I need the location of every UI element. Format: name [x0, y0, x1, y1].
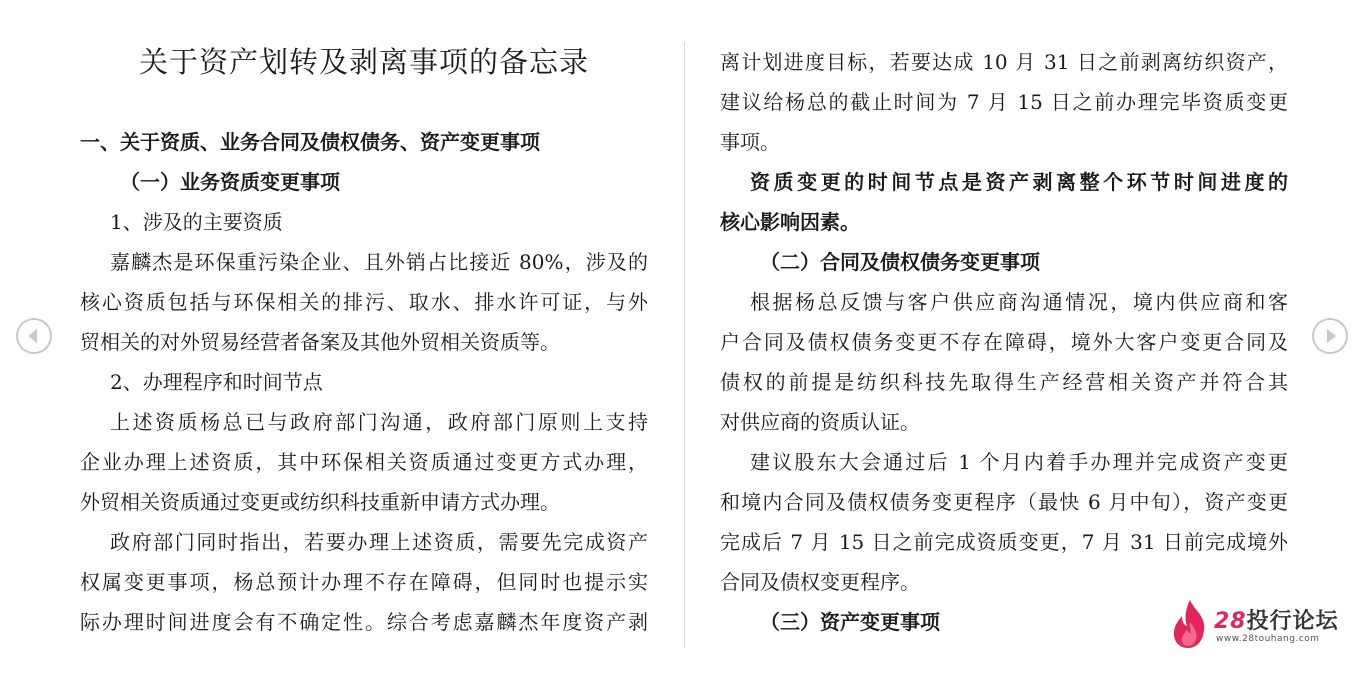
paragraph-line: 建议股东大会通过后 1 个月内着手办理并完成资产变更: [750, 450, 1288, 474]
document-title: 关于资产划转及剥离事项的备忘录: [138, 45, 589, 79]
emphasis-line: 资质变更的时间节点是资产剥离整个环节时间进度的: [750, 170, 1288, 194]
paragraph-line: 上述资质杨总已与政府部门沟通，政府部门原则上支持: [110, 410, 648, 434]
paragraph-line: 际办理时间进度会有不确定性。综合考虑嘉麟杰年度资产剥: [80, 610, 648, 634]
triangle-left-icon: [18, 320, 50, 352]
subsection-heading: （一）业务资质变更事项: [120, 170, 340, 194]
next-page-button[interactable]: [1312, 318, 1348, 354]
item-heading: 1、涉及的主要资质: [110, 210, 283, 234]
paragraph-line: 外贸相关资质通过变更或纺织科技重新申请方式办理。: [80, 490, 560, 514]
paragraph-line: 企业办理上述资质，其中环保相关资质通过变更方式办理，: [80, 450, 648, 474]
paragraph-line: 事项。: [720, 130, 780, 154]
paragraph-line: 离计划进度目标，若要达成 10 月 31 日之前剥离纺织资产，: [720, 50, 1288, 74]
flame-icon: [1170, 598, 1210, 650]
paragraph-line: 和境内合同及债权债务变更程序（最快 6 月中旬），资产变更: [720, 490, 1288, 514]
logo-number: 28: [1214, 609, 1247, 634]
logo-text: [1214, 604, 1339, 635]
paragraph-line: 政府部门同时指出，若要办理上述资质，需要先完成资产: [110, 530, 648, 554]
previous-page-button[interactable]: [16, 318, 52, 354]
paragraph-line: 完成后 7 月 15 日之前完成资质变更，7 月 31 日前完成境外: [720, 530, 1288, 554]
paragraph-line: 权属变更事项，杨总预计办理不存在障碍，但同时也提示实: [80, 570, 648, 594]
paragraph-line: 嘉麟杰是环保重污染企业、且外销占比接近 80%，涉及的: [110, 250, 648, 274]
paragraph-line: 贸相关的对外贸易经营者备案及其他外贸相关资质等。: [80, 330, 560, 354]
paragraph-line: 户合同及债权债务变更不存在障碍，境外大客户变更合同及: [720, 330, 1288, 354]
page-divider: [684, 42, 685, 648]
paragraph-line: 根据杨总反馈与客户供应商沟通情况，境内供应商和客: [750, 290, 1288, 314]
subsection-heading: （三）资产变更事项: [760, 610, 940, 634]
paragraph-line: 合同及债权变更程序。: [720, 570, 920, 594]
emphasis-line: 核心影响因素。: [720, 210, 860, 234]
site-logo[interactable]: [1170, 598, 1360, 650]
section-heading: 一、关于资质、业务合同及债权债务、资产变更事项: [80, 130, 540, 154]
item-heading: 2、办理程序和时间节点: [110, 370, 323, 394]
paragraph-line: 建议给杨总的截止时间为 7 月 15 日之前办理完毕资质变更: [720, 90, 1288, 114]
triangle-right-icon: [1314, 320, 1346, 352]
subsection-heading: （二）合同及债权债务变更事项: [760, 250, 1040, 274]
paragraph-line: 债权的前提是纺织科技先取得生产经营相关资产并符合其: [720, 370, 1288, 394]
paragraph-line: 核心资质包括与环保相关的排污、取水、排水许可证，与外: [80, 290, 648, 314]
logo-name: 投行论坛: [1246, 609, 1339, 634]
logo-url: www.28touhang.com: [1216, 634, 1320, 644]
paragraph-line: 对供应商的资质认证。: [720, 410, 920, 434]
